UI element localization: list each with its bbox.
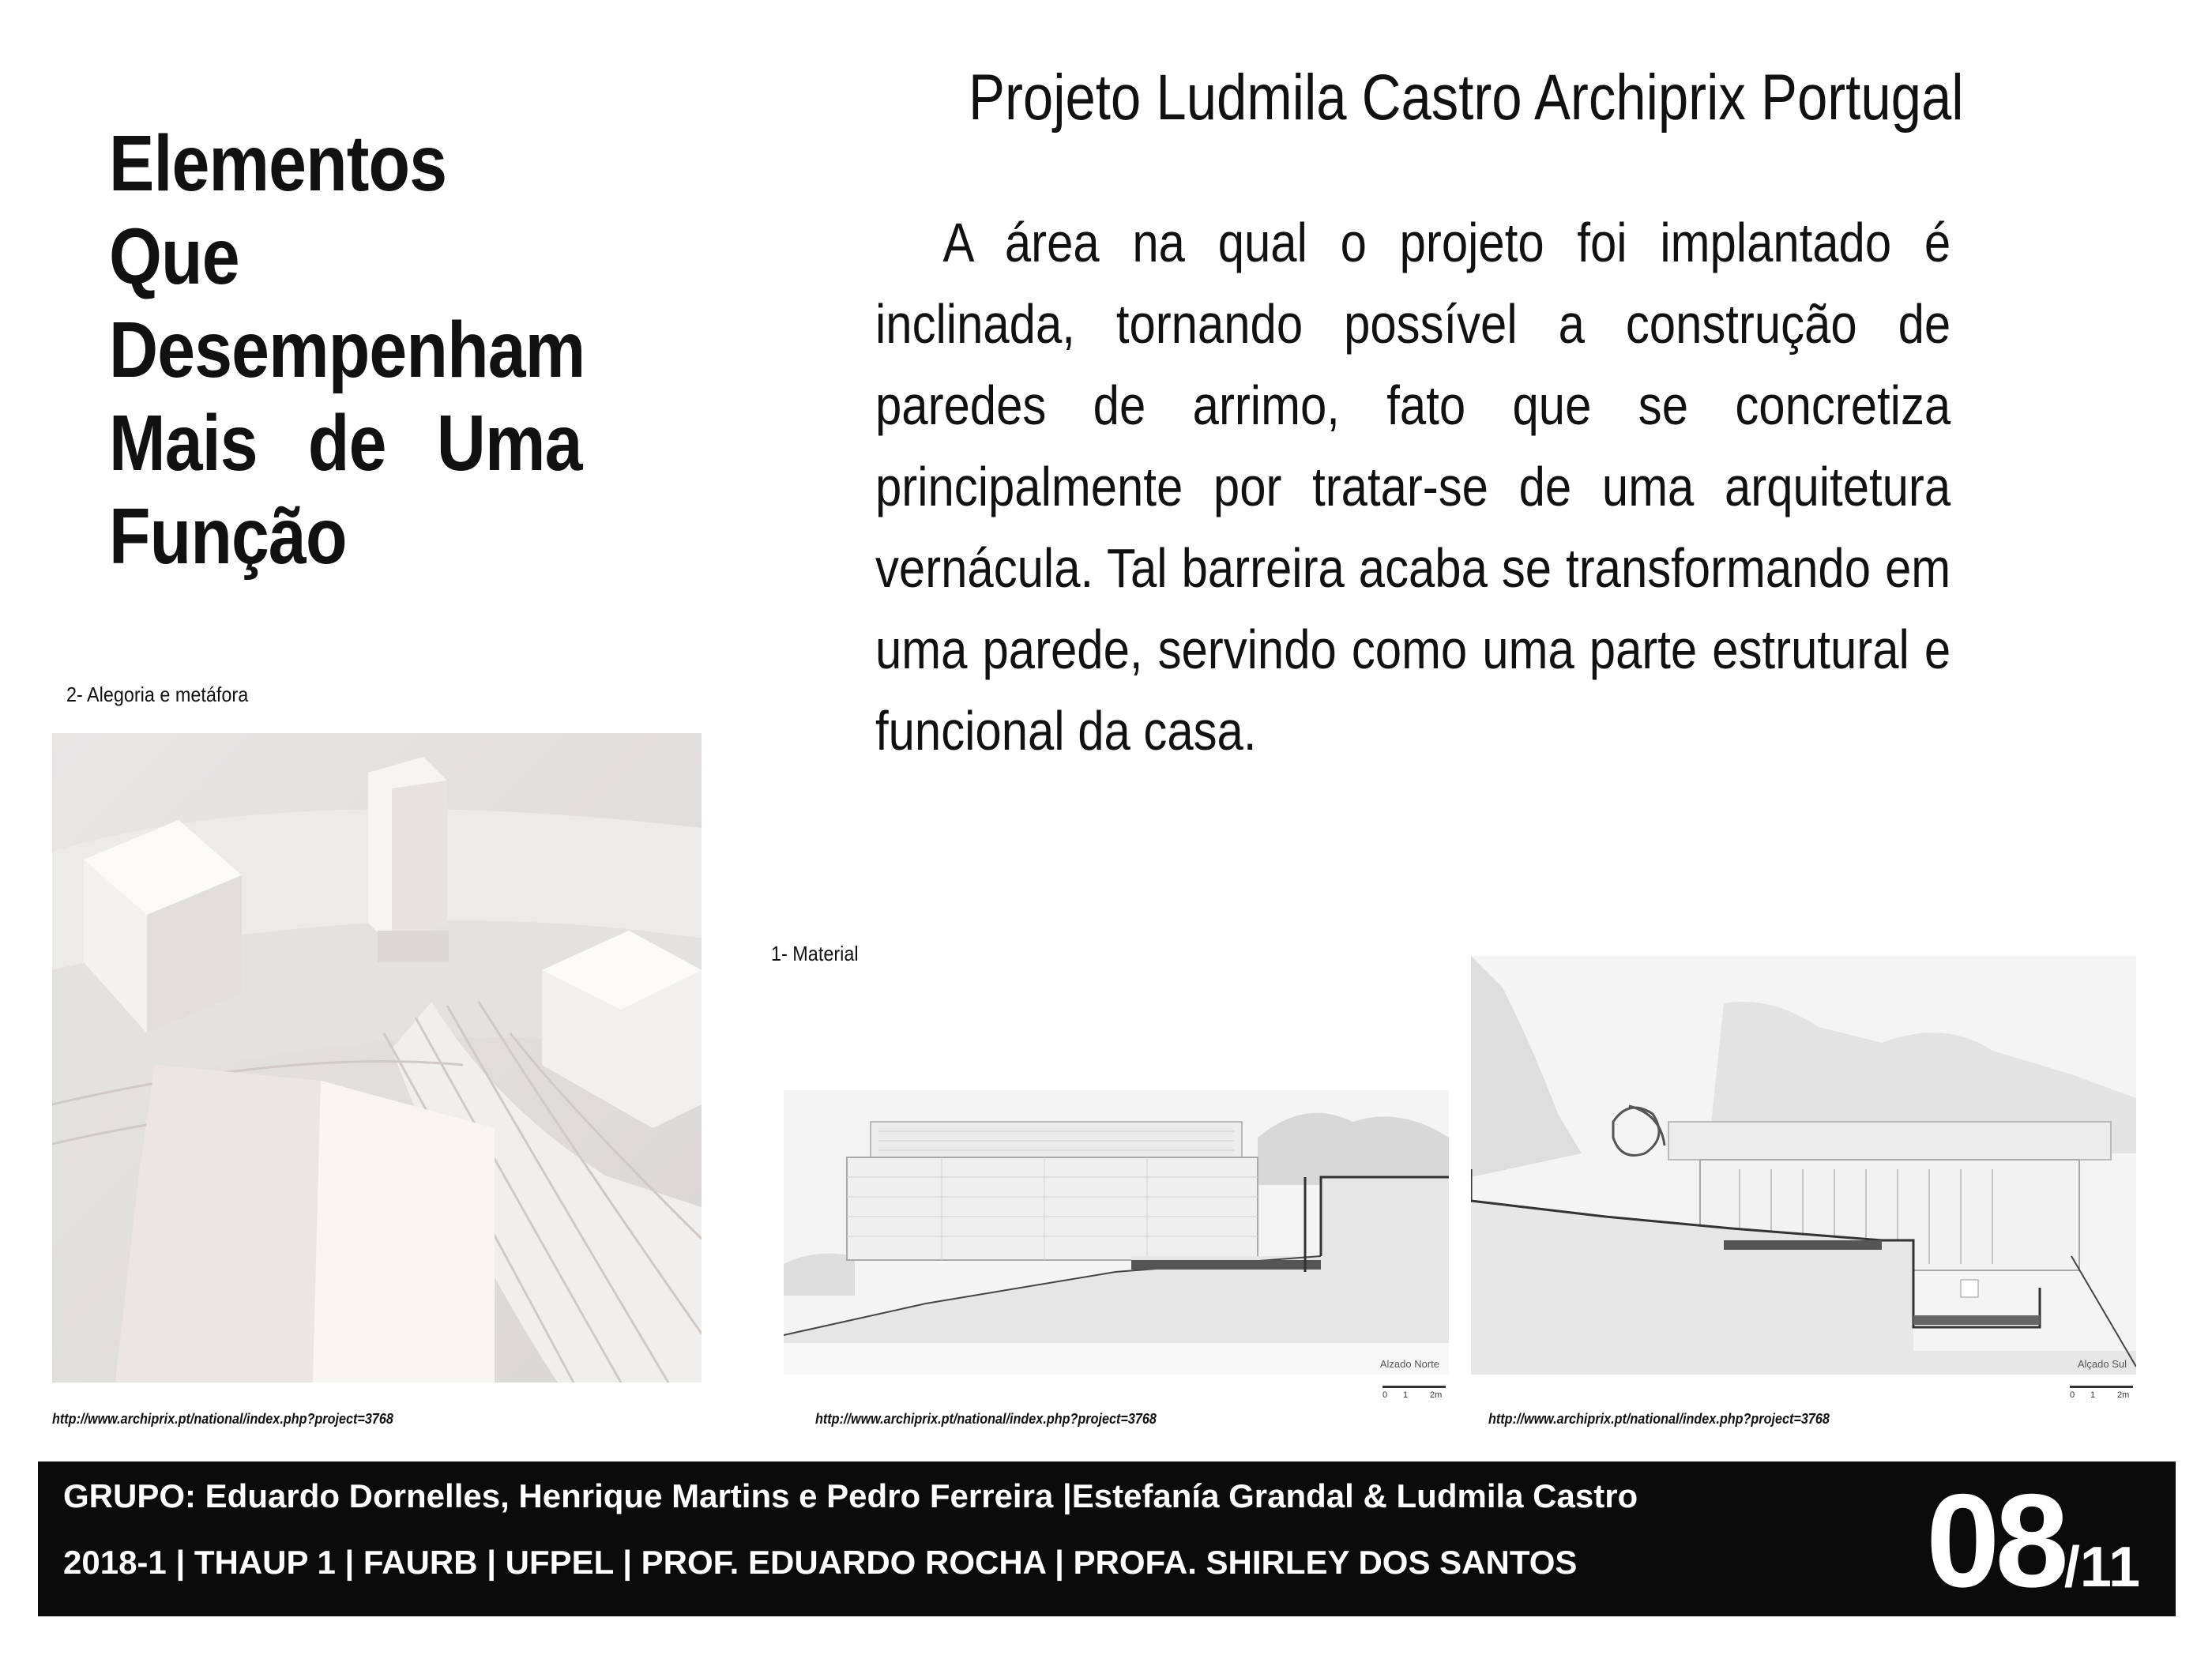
footer-bar <box>38 1462 2176 1616</box>
scale-bar-south <box>2070 1386 2136 1405</box>
page-number <box>1926 1466 2140 1615</box>
scale-two: 2m <box>2117 1390 2130 1400</box>
footer-group-line: GRUPO: Eduardo Dornelles, Henrique Martins e Pedro Ferreira |Estefanía Grandal & Ludmila Castro <box>63 1477 1638 1514</box>
footer-course-line: 2018-1 | THAUP 1 | FAURB | UFPEL | PROF. EDUARDO ROCHA | PROFA. SHIRLEY DOS SANTOS <box>63 1544 1578 1581</box>
body-paragraph: A área na qual o projeto foi implantado é inclinada, tornando possível a construção de paredes de arrimo, fato que se concretiza principalmente por tratar-se de uma arquitetura vernácula. Tal barreira acaba se transformando em uma parede, servindo como uma parte estrutural e funcional da casa. <box>875 212 1951 762</box>
page-total: /11 <box>2063 1536 2140 1599</box>
scale-two: 2m <box>1430 1390 1443 1400</box>
page-current: 08 <box>1926 1466 2064 1615</box>
model-photo <box>52 733 702 1382</box>
elevation-label-north: Alzado Norte <box>1379 1358 1439 1370</box>
heading-line: Mais de Uma <box>109 399 582 487</box>
scale-zero: 0 <box>1382 1390 1388 1400</box>
source-url-north: http://www.archiprix.pt/national/index.php?project=3768 <box>815 1411 1157 1427</box>
figure-caption-material: 1- Material <box>771 942 859 965</box>
south-elevation-drawing <box>1471 956 2136 1375</box>
project-title: Projeto Ludmila Castro Archiprix Portugal <box>969 62 1964 134</box>
scale-bar-north <box>1382 1386 1449 1405</box>
heading-line: Elementos Que <box>109 119 447 301</box>
scale-zero: 0 <box>2070 1390 2075 1400</box>
figure-caption-model: 2- Alegoria e metáfora <box>66 683 249 706</box>
heading-line: Função <box>109 492 347 581</box>
scale-one: 1 <box>1403 1390 1409 1400</box>
north-elevation-drawing <box>784 1090 1449 1375</box>
source-url-south: http://www.archiprix.pt/national/index.php?project=3768 <box>1488 1411 1830 1427</box>
elevation-label-south: Alçado Sul <box>2077 1358 2127 1370</box>
scale-one: 1 <box>2090 1390 2096 1400</box>
source-url-model: http://www.archiprix.pt/national/index.php?project=3768 <box>52 1411 393 1427</box>
heading-line: Desempenham <box>109 306 585 394</box>
section-heading <box>109 117 585 583</box>
